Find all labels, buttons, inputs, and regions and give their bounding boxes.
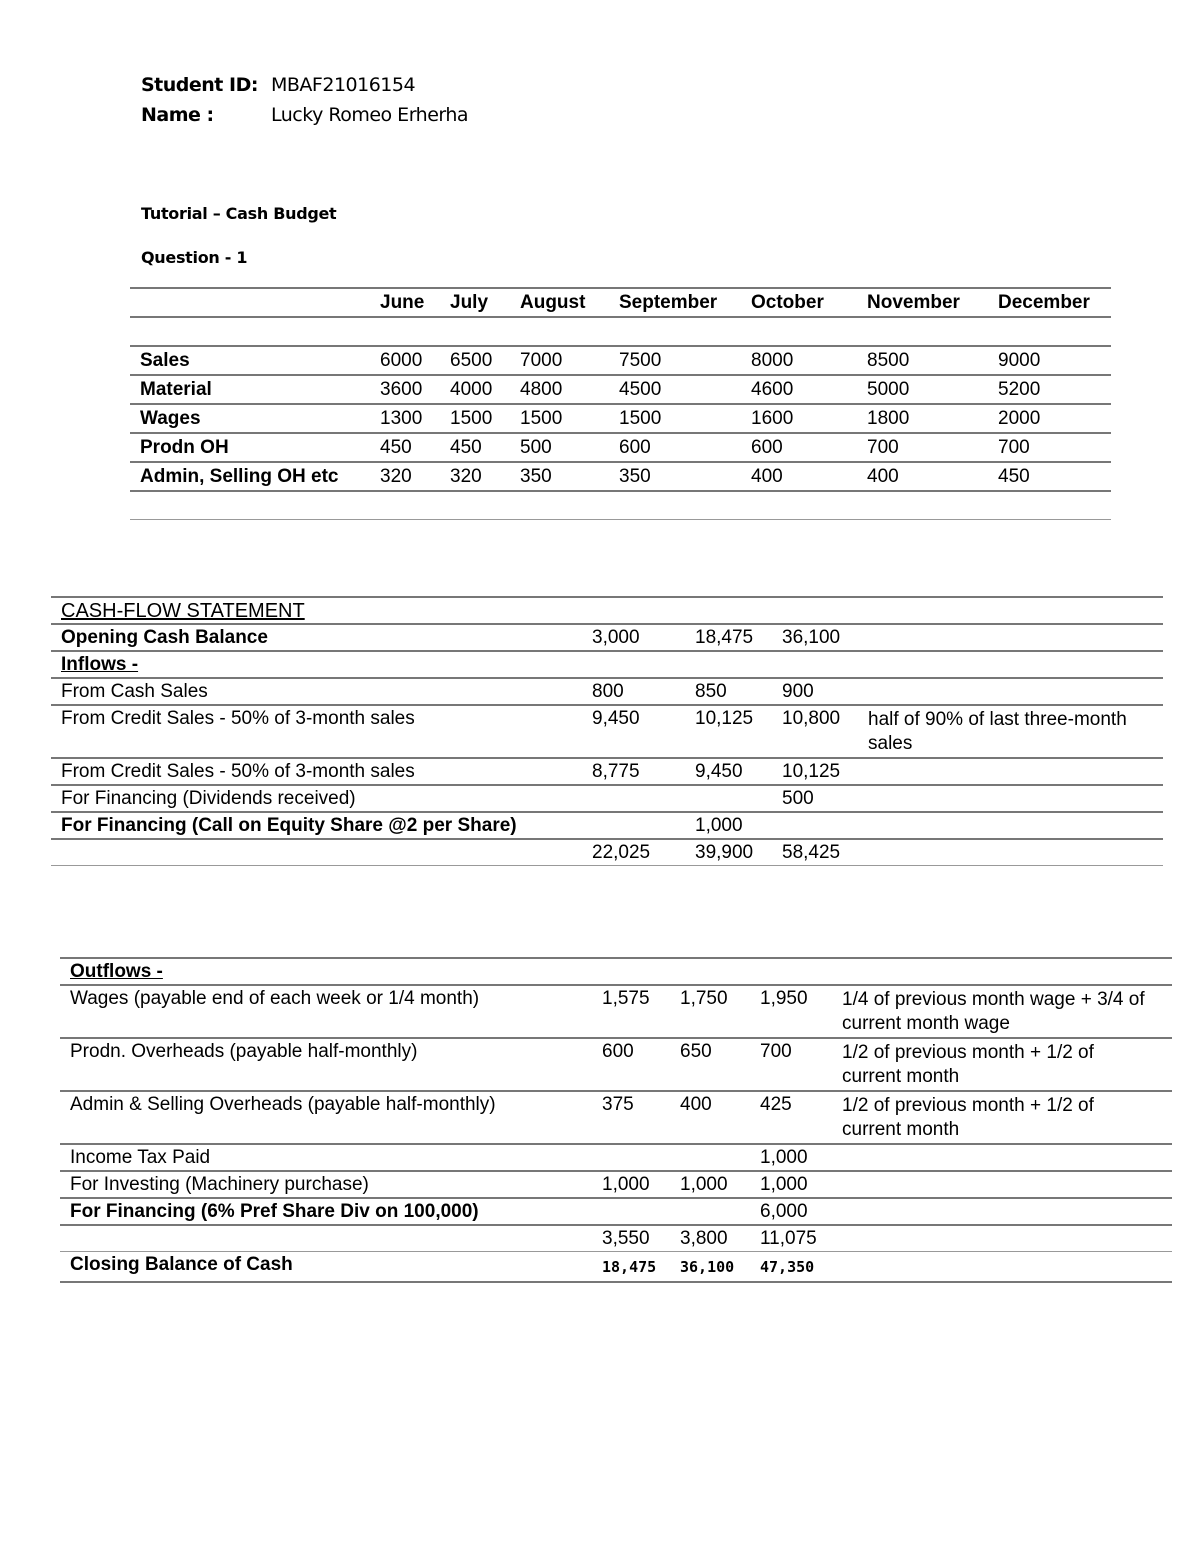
cell bbox=[592, 1198, 670, 1225]
row-label: For Financing (Call on Equity Share @2 per Share) bbox=[51, 812, 582, 839]
table-row bbox=[51, 758, 1163, 785]
cell: 650 bbox=[670, 1038, 750, 1091]
cell: 350 bbox=[510, 462, 609, 491]
month-header: September bbox=[609, 288, 741, 317]
question-title: Question - 1 bbox=[141, 248, 248, 267]
cell: 58,425 bbox=[772, 839, 858, 866]
row-label: Closing Balance of Cash bbox=[60, 1252, 592, 1283]
cell: 2000 bbox=[988, 404, 1111, 433]
cell bbox=[582, 812, 685, 839]
cell: 7000 bbox=[510, 346, 609, 375]
cell: 600 bbox=[609, 433, 741, 462]
cell: 1300 bbox=[370, 404, 440, 433]
cell: 1500 bbox=[510, 404, 609, 433]
cell: 11,075 bbox=[750, 1225, 832, 1252]
closing-row bbox=[60, 1252, 1172, 1283]
tutorial-title: Tutorial – Cash Budget bbox=[141, 204, 337, 223]
budget-table bbox=[130, 287, 1111, 520]
budget-header-row bbox=[130, 288, 1111, 317]
cell: 36,100 bbox=[670, 1252, 750, 1283]
note: half of 90% of last three-month sales bbox=[858, 705, 1163, 758]
cell: 1,000 bbox=[685, 812, 772, 839]
cell: 22,025 bbox=[582, 839, 685, 866]
cell: 600 bbox=[592, 1038, 670, 1091]
note: 1/4 of previous month wage + 3/4 of current month wage bbox=[832, 985, 1172, 1038]
cell: 9,450 bbox=[685, 758, 772, 785]
cell: 7500 bbox=[609, 346, 741, 375]
table-row bbox=[51, 678, 1163, 705]
cell bbox=[685, 785, 772, 812]
cell: 375 bbox=[592, 1091, 670, 1144]
cell: 4500 bbox=[609, 375, 741, 404]
cell: 320 bbox=[440, 462, 510, 491]
cell: 700 bbox=[857, 433, 988, 462]
cell: 6000 bbox=[370, 346, 440, 375]
table-row bbox=[51, 705, 1163, 758]
total-row bbox=[60, 1225, 1172, 1252]
spacer-row bbox=[130, 491, 1111, 520]
row-label: Sales bbox=[130, 346, 370, 375]
cell: 18,475 bbox=[685, 624, 772, 651]
table-row bbox=[60, 1038, 1172, 1091]
row-label: Prodn. Overheads (payable half-monthly) bbox=[60, 1038, 592, 1091]
cell: 800 bbox=[582, 678, 685, 705]
cell: 9000 bbox=[988, 346, 1111, 375]
outflows-table bbox=[60, 957, 1172, 1283]
cell: 450 bbox=[988, 462, 1111, 491]
row-label: From Credit Sales - 50% of 3-month sales bbox=[51, 758, 582, 785]
cell: 400 bbox=[670, 1091, 750, 1144]
total-row bbox=[51, 839, 1163, 866]
cell: 1600 bbox=[741, 404, 857, 433]
table-row bbox=[60, 958, 1172, 985]
cell bbox=[670, 1144, 750, 1171]
cell: 1,750 bbox=[670, 985, 750, 1038]
cell: 350 bbox=[609, 462, 741, 491]
cell: 8,775 bbox=[582, 758, 685, 785]
row-label: Admin & Selling Overheads (payable half-monthly) bbox=[60, 1091, 592, 1144]
cell: 500 bbox=[510, 433, 609, 462]
cell: 3,000 bbox=[582, 624, 685, 651]
cell: 450 bbox=[370, 433, 440, 462]
table-row bbox=[130, 433, 1111, 462]
name-label: Name : bbox=[141, 104, 214, 126]
cell: 1,575 bbox=[592, 985, 670, 1038]
cell: 3600 bbox=[370, 375, 440, 404]
cell: 4800 bbox=[510, 375, 609, 404]
cell: 1800 bbox=[857, 404, 988, 433]
cell bbox=[582, 785, 685, 812]
cell: 18,475 bbox=[592, 1252, 670, 1283]
row-label: From Credit Sales - 50% of 3-month sales bbox=[51, 705, 582, 758]
month-header: July bbox=[440, 288, 510, 317]
cashflow-title-row bbox=[51, 597, 1163, 624]
cell: 850 bbox=[685, 678, 772, 705]
cell: 5000 bbox=[857, 375, 988, 404]
cell: 8500 bbox=[857, 346, 988, 375]
month-header: December bbox=[988, 288, 1111, 317]
cell: 600 bbox=[741, 433, 857, 462]
row-label: For Investing (Machinery purchase) bbox=[60, 1171, 592, 1198]
row-label: Income Tax Paid bbox=[60, 1144, 592, 1171]
outflows-label: Outflows - bbox=[60, 958, 1172, 985]
cell: 1,950 bbox=[750, 985, 832, 1038]
row-label: Wages (payable end of each week or 1/4 month) bbox=[60, 985, 592, 1038]
cell: 3,800 bbox=[670, 1225, 750, 1252]
table-row bbox=[60, 985, 1172, 1038]
cell: 4000 bbox=[440, 375, 510, 404]
row-label: For Financing (6% Pref Share Div on 100,000) bbox=[60, 1198, 592, 1225]
table-row bbox=[130, 404, 1111, 433]
spacer-row bbox=[130, 317, 1111, 346]
cell: 3,550 bbox=[592, 1225, 670, 1252]
inflows-label: Inflows - bbox=[51, 651, 1163, 678]
cell: 700 bbox=[750, 1038, 832, 1091]
student-id-label: Student ID: bbox=[141, 74, 258, 96]
table-row bbox=[130, 462, 1111, 491]
cell: 500 bbox=[772, 785, 858, 812]
cell: 10,125 bbox=[685, 705, 772, 758]
cashflow-table bbox=[51, 596, 1163, 866]
month-header: June bbox=[370, 288, 440, 317]
cell: 9,450 bbox=[582, 705, 685, 758]
name-row bbox=[141, 104, 469, 126]
row-label: Admin, Selling OH etc bbox=[130, 462, 370, 491]
row-label: Opening Cash Balance bbox=[51, 624, 582, 651]
cell: 400 bbox=[741, 462, 857, 491]
cell: 320 bbox=[370, 462, 440, 491]
month-header: August bbox=[510, 288, 609, 317]
cell: 900 bbox=[772, 678, 858, 705]
note: 1/2 of previous month + 1/2 of current month bbox=[832, 1091, 1172, 1144]
cell: 4600 bbox=[741, 375, 857, 404]
table-row bbox=[51, 651, 1163, 678]
note: 1/2 of previous month + 1/2 of current month bbox=[832, 1038, 1172, 1091]
cell: 400 bbox=[857, 462, 988, 491]
table-row bbox=[51, 785, 1163, 812]
cell: 47,350 bbox=[750, 1252, 832, 1283]
cell: 450 bbox=[440, 433, 510, 462]
month-header: November bbox=[857, 288, 988, 317]
cell bbox=[772, 812, 858, 839]
cell: 1,000 bbox=[750, 1144, 832, 1171]
table-row bbox=[60, 1091, 1172, 1144]
cell: 1,000 bbox=[592, 1171, 670, 1198]
row-label: From Cash Sales bbox=[51, 678, 582, 705]
month-header: October bbox=[741, 288, 857, 317]
cell: 1,000 bbox=[670, 1171, 750, 1198]
cell: 5200 bbox=[988, 375, 1111, 404]
cell: 10,800 bbox=[772, 705, 858, 758]
cell: 425 bbox=[750, 1091, 832, 1144]
cell: 1500 bbox=[609, 404, 741, 433]
cell: 36,100 bbox=[772, 624, 858, 651]
cell: 700 bbox=[988, 433, 1111, 462]
cell: 6500 bbox=[440, 346, 510, 375]
table-row bbox=[130, 375, 1111, 404]
row-label: For Financing (Dividends received) bbox=[51, 785, 582, 812]
row-label: Wages bbox=[130, 404, 370, 433]
row-label: Material bbox=[130, 375, 370, 404]
cell: 1,000 bbox=[750, 1171, 832, 1198]
table-row bbox=[130, 346, 1111, 375]
cell: 39,900 bbox=[685, 839, 772, 866]
cell: 1500 bbox=[440, 404, 510, 433]
row-label: Prodn OH bbox=[130, 433, 370, 462]
table-row bbox=[60, 1198, 1172, 1225]
student-id-row bbox=[141, 74, 416, 96]
cashflow-title: CASH-FLOW STATEMENT bbox=[51, 597, 1163, 624]
cell: 6,000 bbox=[750, 1198, 832, 1225]
cell: 8000 bbox=[741, 346, 857, 375]
student-id-value: MBAF21016154 bbox=[271, 74, 416, 96]
table-row bbox=[51, 812, 1163, 839]
table-row bbox=[51, 624, 1163, 651]
cell bbox=[592, 1144, 670, 1171]
cell: 10,125 bbox=[772, 758, 858, 785]
cell bbox=[670, 1198, 750, 1225]
table-row bbox=[60, 1171, 1172, 1198]
name-value: Lucky Romeo Erherha bbox=[271, 104, 469, 126]
table-row bbox=[60, 1144, 1172, 1171]
